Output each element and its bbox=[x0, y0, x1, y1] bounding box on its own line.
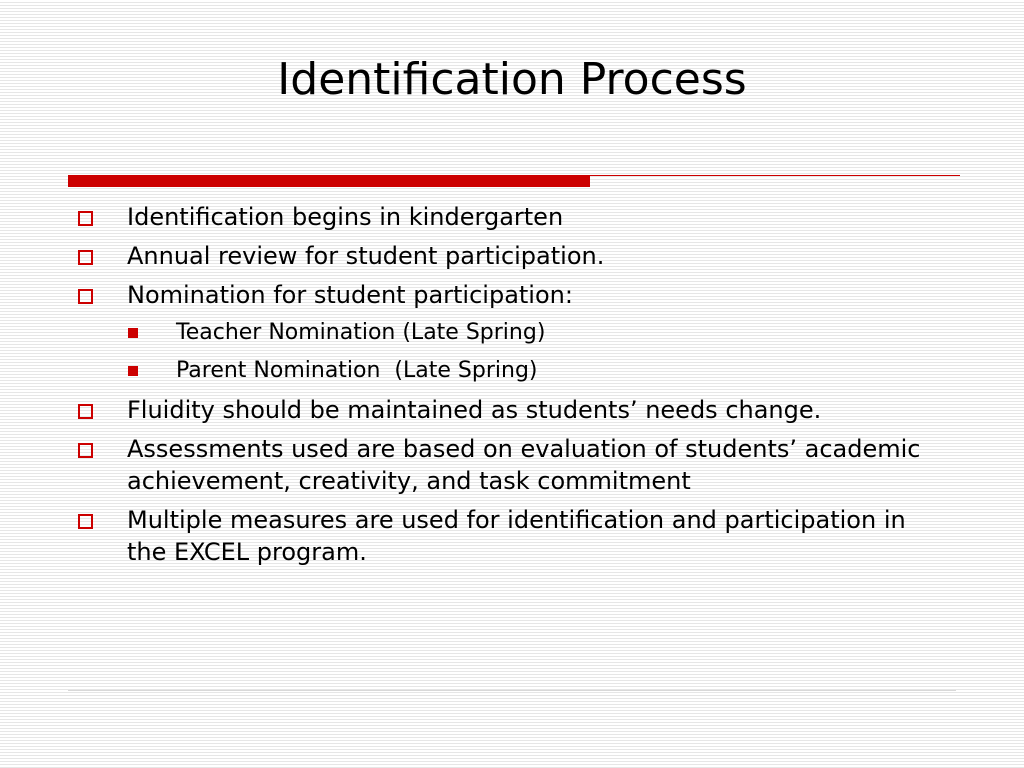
footer-divider bbox=[68, 690, 956, 691]
hollow-square-bullet-icon bbox=[78, 211, 93, 226]
hollow-square-bullet-icon bbox=[78, 514, 93, 529]
bullet-item bbox=[0, 433, 1024, 497]
filled-square-bullet-icon bbox=[128, 328, 138, 338]
title-underline-thin bbox=[590, 175, 960, 176]
hollow-square-bullet-icon bbox=[78, 443, 93, 458]
title-underline-thick bbox=[68, 175, 590, 187]
filled-square-bullet-icon bbox=[128, 366, 138, 376]
slide-title: Identification Process bbox=[277, 54, 747, 105]
bullet-item bbox=[0, 394, 1024, 426]
bullet-text: Multiple measures are used for identification and participation in the EXCEL program. bbox=[127, 506, 906, 566]
hollow-square-bullet-icon bbox=[78, 404, 93, 419]
bullet-text: Annual review for student participation. bbox=[127, 242, 605, 270]
bullet-item bbox=[0, 279, 1024, 311]
sub-bullet-text: Teacher Nomination (Late Spring) bbox=[176, 320, 546, 345]
hollow-square-bullet-icon bbox=[78, 289, 93, 304]
hollow-square-bullet-icon bbox=[78, 250, 93, 265]
bullet-text: Fluidity should be maintained as students’ needs change. bbox=[127, 396, 822, 424]
bullet-list bbox=[0, 201, 1024, 575]
sub-bullet-text: Parent Nomination (Late Spring) bbox=[176, 358, 538, 383]
bullet-item bbox=[0, 201, 1024, 233]
bullet-text: Assessments used are based on evaluation of students’ academic achievement, creativity, and task commitment bbox=[127, 435, 921, 495]
sub-bullet-item bbox=[0, 356, 1024, 386]
sub-bullet-item bbox=[0, 318, 1024, 348]
bullet-text: Identification begins in kindergarten bbox=[127, 203, 564, 231]
bullet-text: Nomination for student participation: bbox=[127, 281, 573, 309]
bullet-item bbox=[0, 504, 1024, 568]
bullet-item bbox=[0, 240, 1024, 272]
